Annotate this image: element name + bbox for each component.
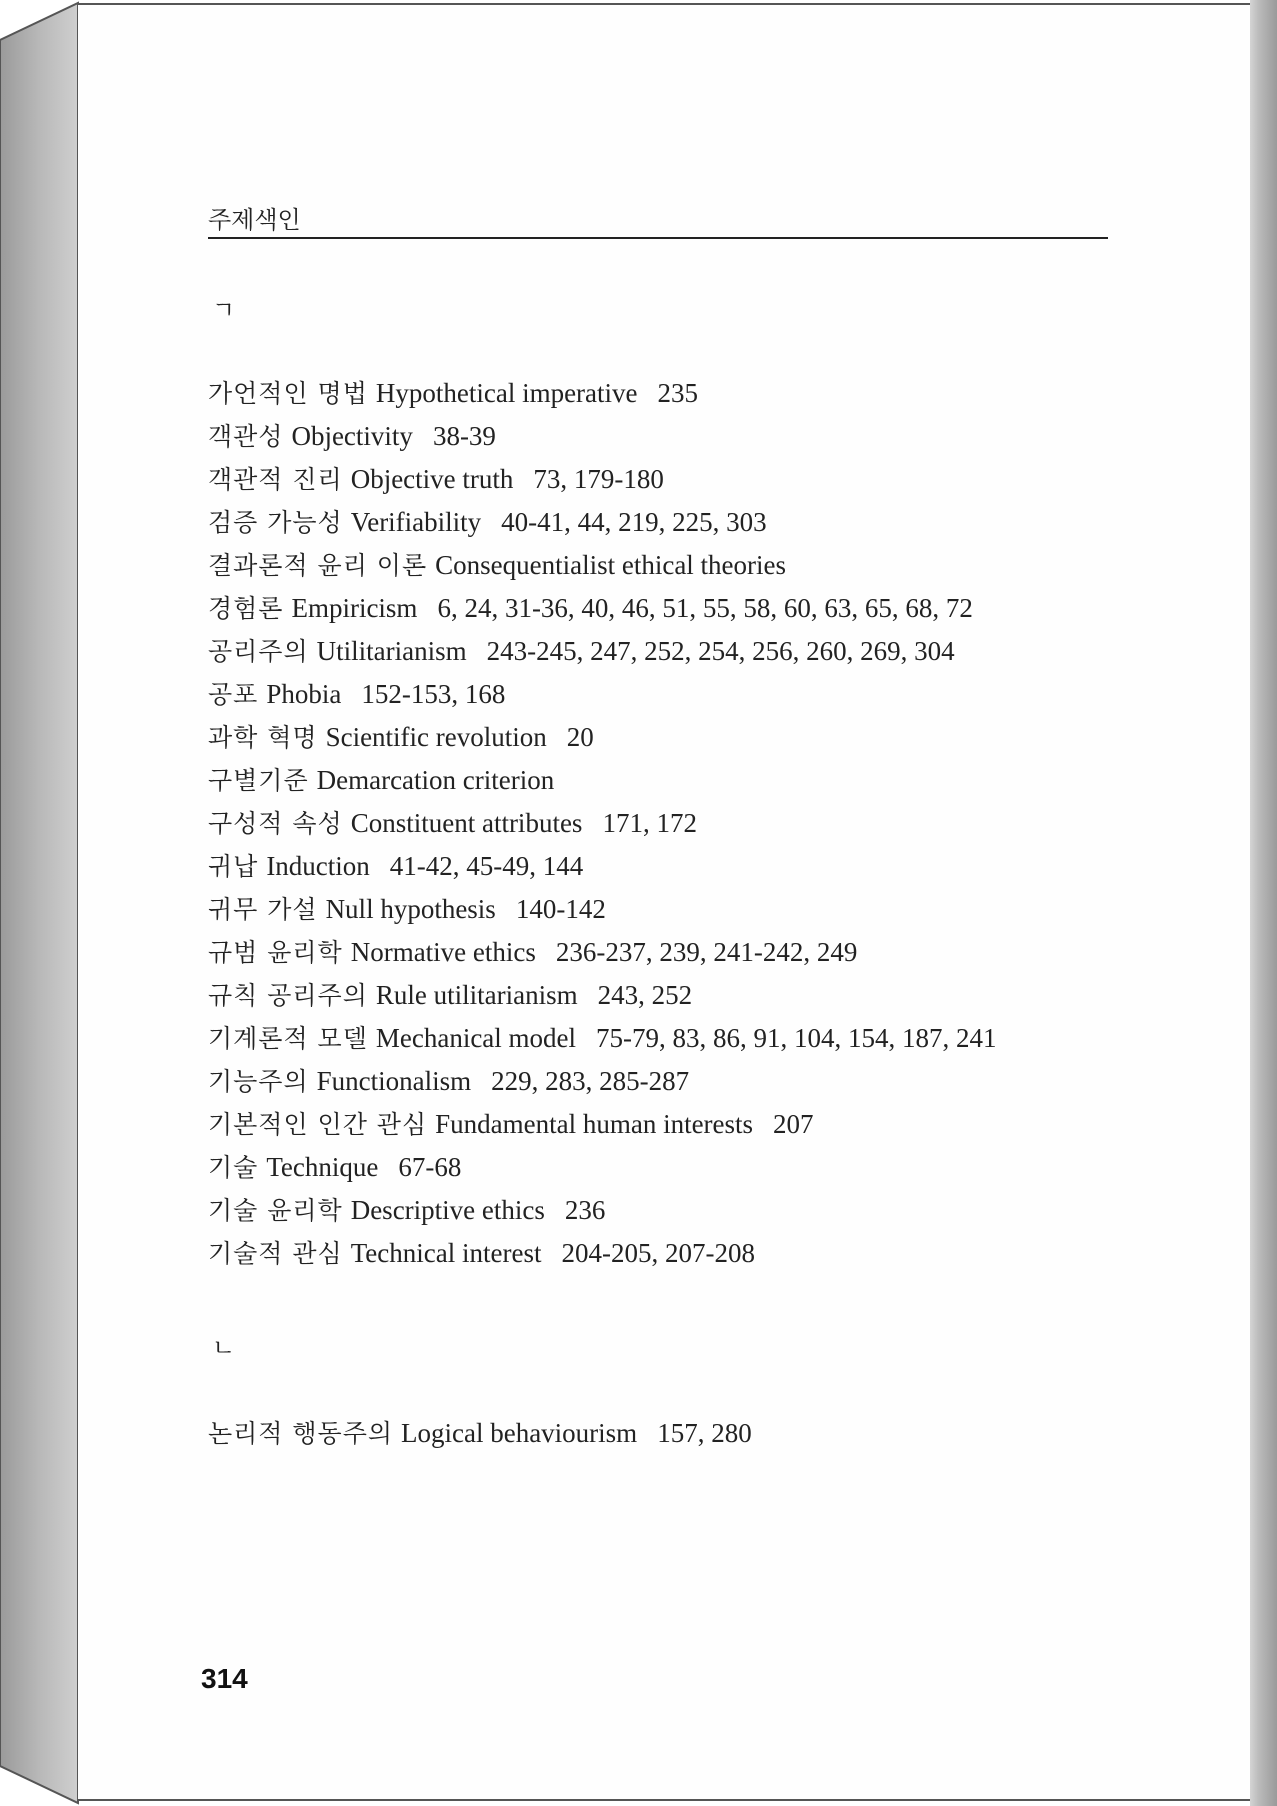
- entry-english: Descriptive ethics: [350, 1195, 545, 1225]
- entry-korean: 기술: [208, 1153, 259, 1182]
- entry-pages: 20: [566, 722, 594, 752]
- entry-pages: 236: [564, 1195, 606, 1225]
- entry-english: Phobia: [266, 679, 342, 709]
- index-entry: [208, 1062, 689, 1098]
- entry-korean: 객관적 진리: [208, 465, 343, 494]
- page-number: 314: [201, 1663, 248, 1694]
- index-entry: [208, 1234, 755, 1270]
- index-entry: [208, 632, 955, 668]
- entry-korean: 객관성: [208, 422, 284, 451]
- entry-english: Induction: [266, 851, 370, 881]
- entry-korean: 결과론적 윤리 이론: [208, 551, 428, 580]
- index-entry: [208, 589, 973, 625]
- entry-english: Objectivity: [291, 421, 413, 451]
- entry-korean: 기계론적 모델: [208, 1024, 368, 1053]
- entry-pages: 38-39: [432, 421, 496, 451]
- entry-korean: 공리주의: [208, 637, 309, 666]
- entry-korean: 규범 윤리학: [208, 938, 343, 967]
- entry-english: Verifiability: [350, 507, 482, 537]
- index-entry: [208, 847, 583, 883]
- entry-korean: 기본적인 인간 관심: [208, 1110, 428, 1139]
- index-entry: [208, 460, 664, 496]
- page-edge-shadow: [1250, 0, 1277, 1806]
- entry-pages: 75-79, 83, 86, 91, 104, 154, 187, 241: [596, 1023, 997, 1053]
- entry-korean: 과학 혁명: [208, 723, 318, 752]
- entry-english: Scientific revolution: [325, 722, 547, 752]
- index-entry: [208, 804, 697, 840]
- entry-pages: 6, 24, 31-36, 40, 46, 51, 55, 58, 60, 63, 65, 68, 72: [437, 593, 973, 623]
- entry-pages: 73, 179-180: [533, 464, 664, 494]
- entry-english: Functionalism: [316, 1066, 472, 1096]
- entry-english: Logical behaviourism: [401, 1418, 638, 1448]
- index-entry: [208, 1414, 752, 1450]
- entry-korean: 구성적 속성: [208, 809, 343, 838]
- entry-pages: 41-42, 45-49, 144: [389, 851, 584, 881]
- index-entry: [208, 933, 857, 969]
- entry-korean: 기능주의: [208, 1067, 309, 1096]
- book-spine: [0, 0, 80, 1806]
- index-entry: [208, 1105, 814, 1141]
- entry-korean: 가언적인 명법: [208, 379, 368, 408]
- index-entry: [208, 890, 606, 926]
- entry-korean: 귀무 가설: [208, 895, 318, 924]
- index-title: 주제색인: [208, 206, 301, 234]
- entry-korean: 논리적 행동주의: [208, 1419, 393, 1448]
- entry-korean: 기술적 관심: [208, 1239, 343, 1268]
- entry-pages: 171, 172: [602, 808, 697, 838]
- index-entry: [208, 675, 505, 711]
- index-entry: [208, 718, 594, 754]
- index-entry: [208, 1191, 605, 1227]
- section-letter-giyeok: ㄱ: [212, 296, 236, 324]
- entry-korean: 공포: [208, 680, 259, 709]
- index-entry: [208, 374, 698, 410]
- entry-english: Fundamental human interests: [435, 1109, 754, 1139]
- index-entry: [208, 546, 806, 582]
- entry-english: Technical interest: [350, 1238, 542, 1268]
- index-entry: [208, 976, 692, 1012]
- index-entry: [208, 1148, 461, 1184]
- entry-english: Objective truth: [350, 464, 514, 494]
- entry-korean: 검증 가능성: [208, 508, 343, 537]
- entry-pages: 236-237, 239, 241-242, 249: [555, 937, 858, 967]
- entry-english: Mechanical model: [375, 1023, 577, 1053]
- entry-pages: 243, 252: [597, 980, 693, 1010]
- entry-pages: 229, 283, 285-287: [491, 1066, 690, 1096]
- entry-pages: 243-245, 247, 252, 254, 256, 260, 269, 304: [486, 636, 955, 666]
- entry-english: Demarcation criterion: [316, 765, 555, 795]
- entry-korean: 경험론: [208, 594, 284, 623]
- entry-korean: 구별기준: [208, 766, 309, 795]
- entry-pages: 40-41, 44, 219, 225, 303: [501, 507, 767, 537]
- entry-english: Consequentialist ethical theories: [435, 550, 787, 580]
- index-entry: [208, 503, 767, 539]
- index-entry: [208, 417, 496, 453]
- section-letter-nieun: ㄴ: [212, 1334, 236, 1362]
- entry-korean: 귀납: [208, 852, 259, 881]
- entry-pages: 140-142: [515, 894, 606, 924]
- entry-english: Constituent attributes: [350, 808, 583, 838]
- entry-pages: 67-68: [398, 1152, 462, 1182]
- entry-english: Utilitarianism: [316, 636, 467, 666]
- entry-pages: 204-205, 207-208: [561, 1238, 755, 1268]
- index-entry: [208, 761, 574, 797]
- header-rule: [208, 237, 1108, 239]
- entry-pages: 235: [657, 378, 699, 408]
- index-entry: [208, 1019, 997, 1055]
- entry-english: Empiricism: [291, 593, 418, 623]
- entry-pages: 157, 280: [657, 1418, 752, 1448]
- entry-english: Technique: [266, 1152, 379, 1182]
- entry-english: Hypothetical imperative: [375, 378, 638, 408]
- entry-english: Null hypothesis: [325, 894, 496, 924]
- entry-english: Rule utilitarianism: [375, 980, 578, 1010]
- entry-english: Normative ethics: [350, 937, 536, 967]
- entry-pages: 152-153, 168: [361, 679, 506, 709]
- entry-pages: 207: [773, 1109, 814, 1139]
- entry-korean: 규칙 공리주의: [208, 981, 368, 1010]
- entry-korean: 기술 윤리학: [208, 1196, 343, 1225]
